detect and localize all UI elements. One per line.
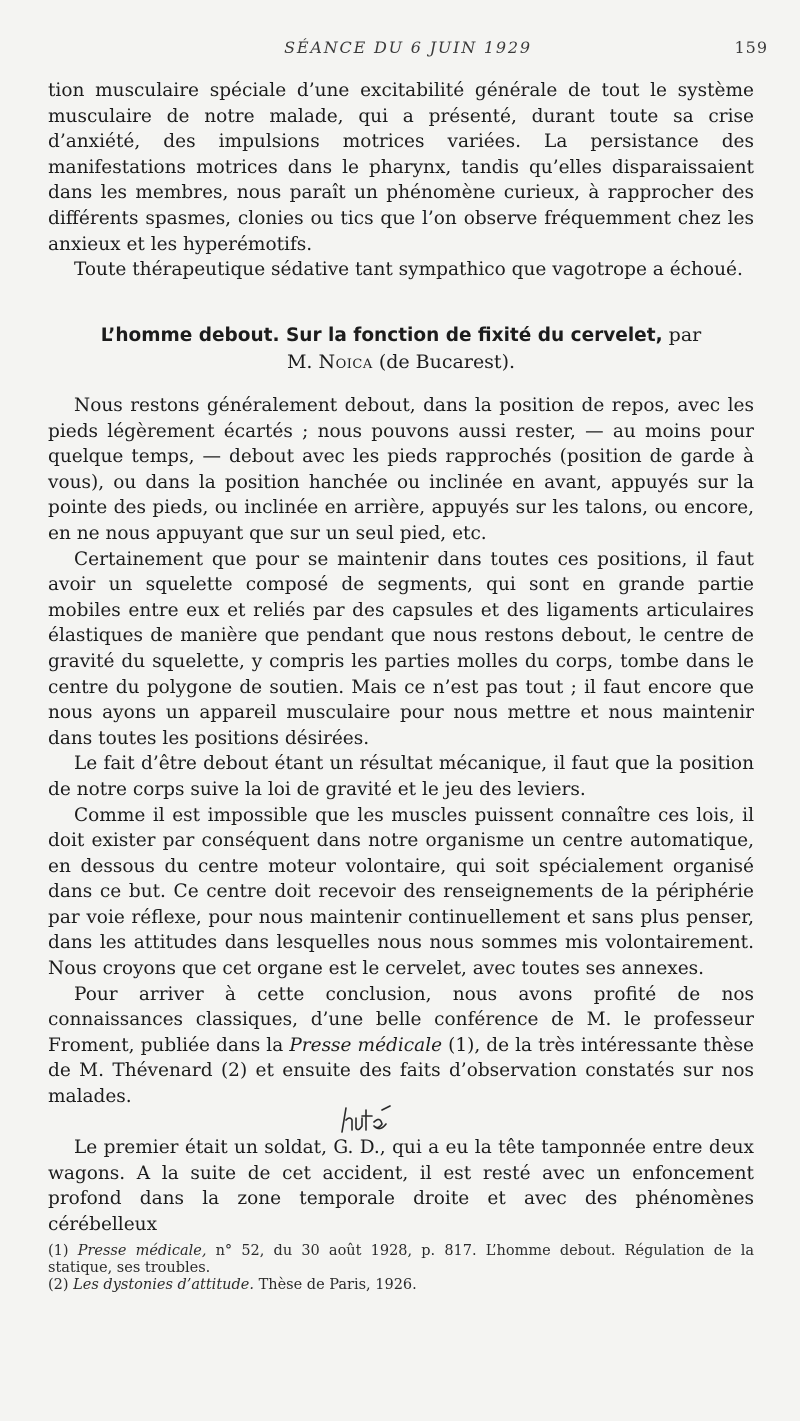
footnote-title: Les dystonies d’attitude. (73, 1277, 254, 1293)
handwritten-annotation (336, 1104, 396, 1138)
intro-paragraph: tion musculaire spéciale d’une excitabilité générale de tout le système musculaire de notre malade, qui a présenté, durant toute sa crise d’anxiété, des impulsions motrices variées. La persistance des manifestations motrices dans le pharynx, tandis qu’elles disparaissaient dans les membres, nous paraît un phénomène curieux, à rapprocher des différents spasmes, clonies ou tics que l’on observe fréquemment chez les anxieux et les hyperémotifs. (48, 80, 754, 255)
intro-section (48, 78, 754, 283)
body-text-fragment: Pour arriver à cette conclusion, nous avons profité de nos connaissances classiques, d’une belle conférence de M. le professeur Froment, publiée dans la (48, 983, 754, 1056)
footnotes (48, 1243, 754, 1294)
article-title: L’homme debout. Sur la fonction de fixité du cervelet, (100, 325, 663, 346)
footnote-number: (1) (48, 1243, 69, 1259)
intro-paragraph-2: Toute thérapeutique sédative tant sympathico que vagotrope a échoué. (74, 259, 743, 281)
body-paragraph: Comme il est impossible que les muscles puissent connaître ces lois, il doit exister par conséquent dans notre organisme un centre automatique, en dessous du centre moteur volontaire, qui soit spécialement organisé dans ce but. Ce centre doit recevoir des renseignements de la périphérie par voie réflexe, pour nous maintenir continuellement et sans plus penser, dans les attitudes dans lesquelles nous nous sommes mis volontairement. Nous croyons que cet organe est le cervelet, avec toutes ses annexes. (48, 804, 754, 980)
body-paragraph: Le fait d’être debout étant un résultat mécanique, il faut que la position de notre corps suive la loi de gravité et le jeu des leviers. (48, 753, 754, 800)
footnote-text: Thèse de Paris, 1926. (258, 1277, 417, 1293)
footnote-journal: Presse médicale, (77, 1243, 207, 1259)
body-paragraph: Le premier était un soldat, G. D., qui a eu la tête tamponnée entre deux wagons. A la suite de cet accident, il est resté avec un enfoncement profond dans la zone temporale droite et avec des phénomènes cérébelleux (48, 1137, 754, 1235)
footnote-2 (48, 1277, 754, 1294)
body-paragraph-citations (48, 982, 754, 1110)
article-body (48, 393, 754, 1110)
author-initial: M. (286, 351, 313, 373)
running-title: SÉANCE DU 6 JUIN 1929 (284, 38, 532, 57)
footnote-1 (48, 1243, 754, 1277)
author-affiliation: (de Bucarest). (378, 351, 516, 373)
body-paragraph: Nous restons généralement debout, dans la position de repos, avec les pieds légèrement écartés ; nous pouvons aussi rester, — au moins pour quelque temps, — debout avec les pieds rapprochés (position de garde à vous), ou dans la position hanchée ou inclinée en avant, appuyés sur la pointe des pieds, ou inclinée en arrière, appuyés sur les talons, ou encore, en ne nous appuyant que sur un seul pied, etc. (48, 395, 754, 544)
article-heading (48, 322, 754, 375)
journal-title: Presse médicale (289, 1034, 443, 1056)
body-text-fragment: (1), de la très intéressante thèse de M. Thévenard (2) et ensuite des faits d’observation constatés sur nos malades. (48, 1034, 754, 1108)
annotation-ink (342, 1106, 390, 1132)
author-name: Noica (318, 351, 373, 373)
running-head (48, 38, 768, 60)
body-paragraph: Certainement que pour se maintenir dans toutes ces positions, il faut avoir un squelette composé de segments, qui sont en grande partie mobiles entre eux et reliés par des capsules et des ligaments articulaires élastiques de manière que pendant que nous restons debout, le centre de gravité du squelette, y compris les parties molles du corps, tombe dans le centre du polygone de soutien. Mais ce n’est pas tout ; il faut encore que nous ayons un appareil musculaire pour nous mettre et nous maintenir dans toutes les positions désirées. (48, 548, 754, 749)
case-section (48, 1135, 754, 1237)
page-number: 159 (734, 38, 768, 57)
footnote-text: n° 52, du 30 août 1928, p. 817. L’homme debout. Régulation de la statique, ses troubles. (48, 1243, 755, 1276)
footnote-number: (2) (48, 1277, 69, 1293)
article-by: par (668, 324, 702, 346)
